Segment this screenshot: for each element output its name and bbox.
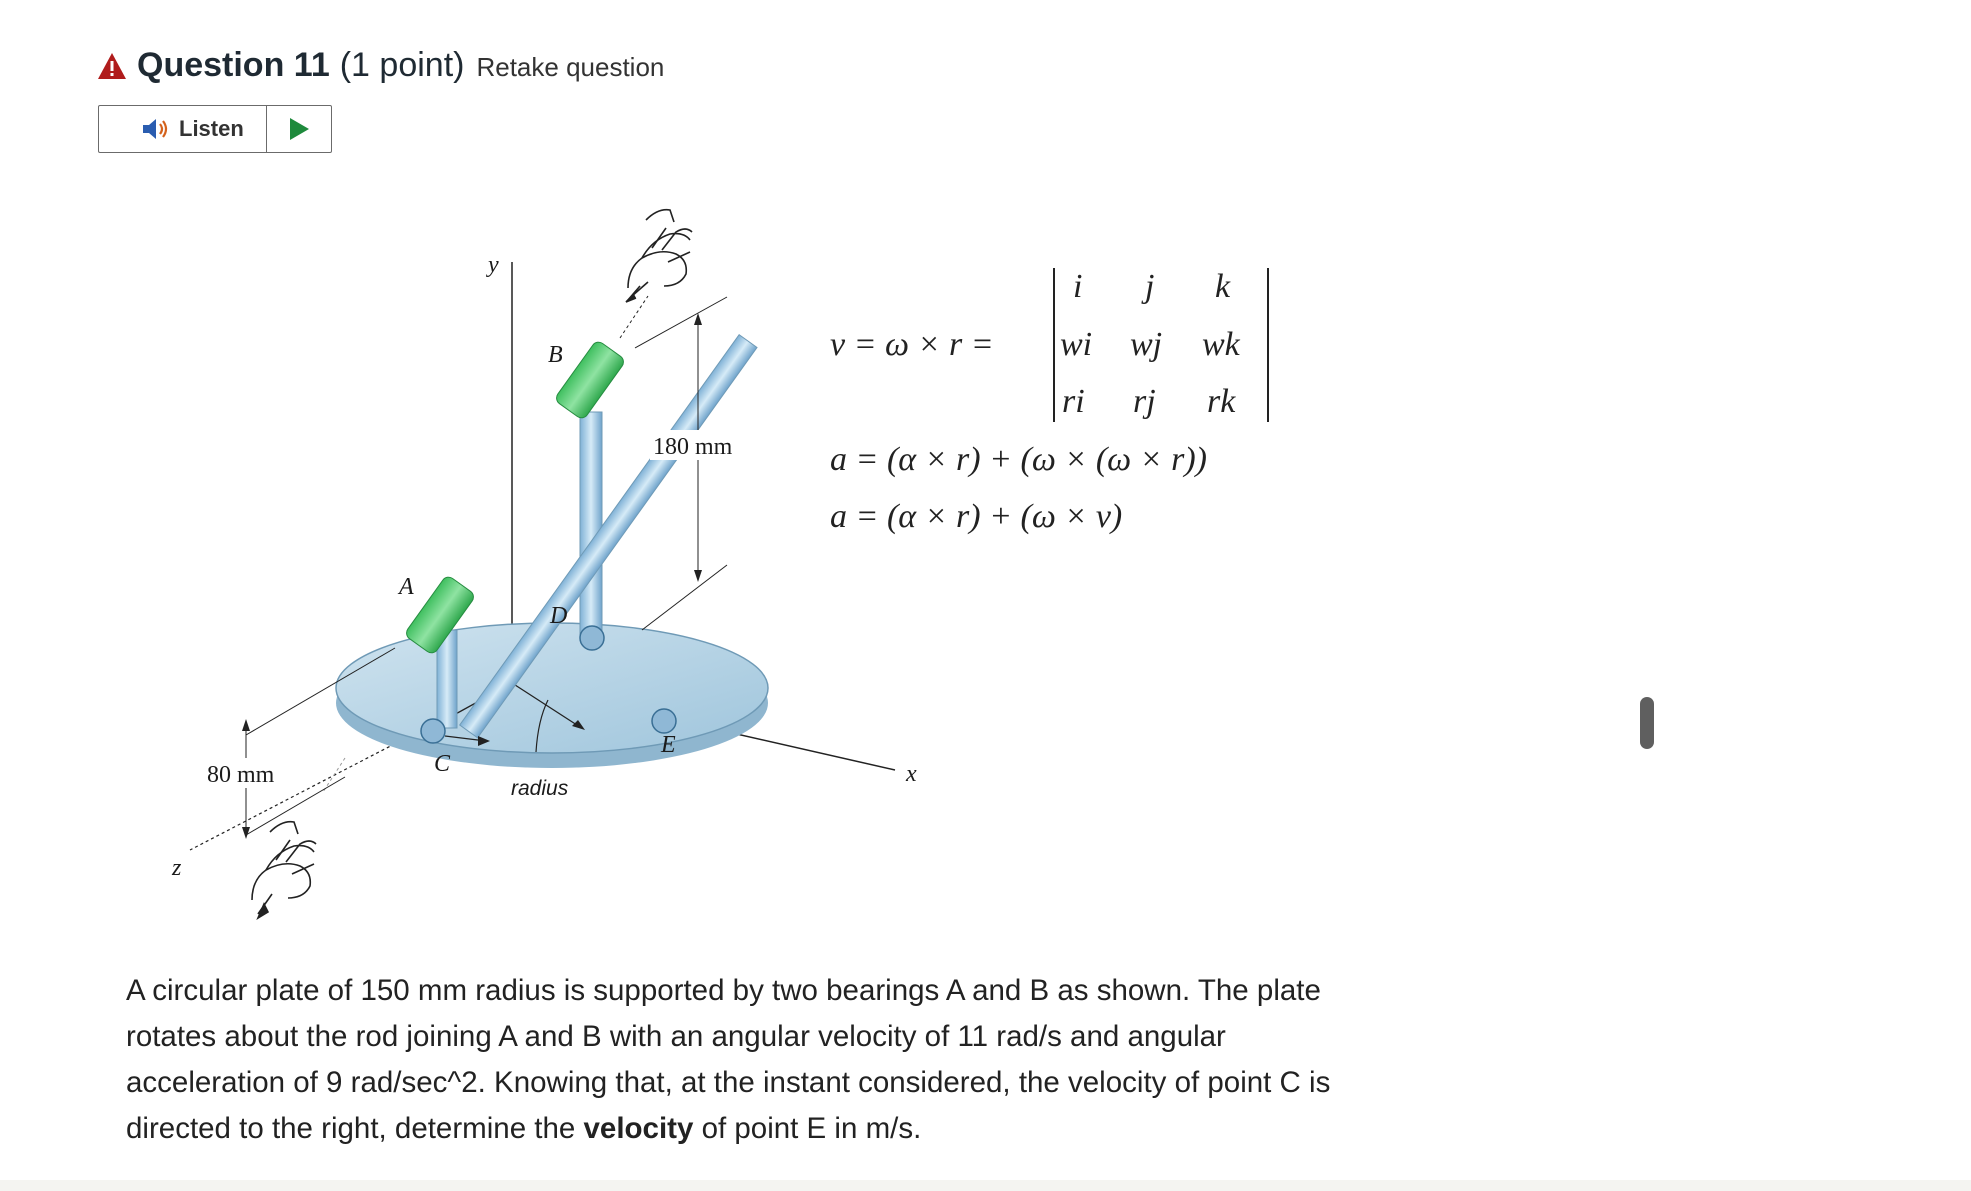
- circular-plate: [336, 623, 768, 768]
- formula-a1: a = (α × r) + (ω × (ω × r)): [830, 441, 1207, 478]
- question-points: (1 point): [339, 46, 465, 84]
- question-title: Question 11: [137, 46, 330, 84]
- label-e: E: [661, 732, 676, 758]
- dimension-180mm: 180 mm: [653, 434, 733, 460]
- matrix-r3c3: rk: [1207, 383, 1236, 420]
- bearing-b: [554, 339, 626, 420]
- problem-statement: [126, 968, 1386, 1152]
- label-b: B: [548, 342, 563, 368]
- problem-text-after: of point E in m/s.: [693, 1112, 922, 1145]
- label-c: C: [434, 751, 451, 777]
- formula-block: [830, 268, 1268, 535]
- problem-text-bold: velocity: [583, 1112, 694, 1145]
- dimension-80mm: 80 mm: [207, 762, 275, 788]
- point-e: [652, 709, 676, 733]
- matrix-r3c2: rj: [1133, 383, 1156, 420]
- z-axis-label: z: [172, 855, 182, 881]
- point-d: [580, 626, 604, 650]
- matrix-r2c1: wi: [1060, 326, 1093, 363]
- rod-extension-lower: [323, 758, 345, 792]
- label-d: D: [550, 603, 568, 629]
- footer-band: [0, 1180, 1971, 1191]
- matrix-r3c1: ri: [1062, 383, 1085, 420]
- rod-extension-upper: [620, 296, 648, 338]
- formula-v-lhs: v = ω × r =: [830, 326, 994, 363]
- matrix-r1c1: i: [1073, 268, 1083, 305]
- hand-rule-icon-upper: [626, 210, 692, 302]
- matrix-r1c3: k: [1215, 268, 1231, 305]
- listen-label: Listen: [179, 116, 244, 141]
- point-c: [421, 719, 445, 743]
- scrollbar-thumb[interactable]: [1640, 697, 1654, 749]
- problem-text-before: A circular plate of 150 mm radius is supported by two bearings A and B as shown. The plate rotates about the rod joining A and B with an angular velocity of 11 rad/s and angular acceleration of 9 rad/sec^2. Knowing that, at the instant considered, the velocity of point C is directed to the right, determine the: [126, 974, 1331, 1145]
- formula-a2: a = (α × r) + (ω × v): [830, 498, 1123, 535]
- y-axis-label: y: [488, 252, 499, 278]
- x-axis-label: x: [906, 761, 917, 787]
- hand-rule-icon-lower: [252, 822, 316, 918]
- matrix-r2c2: wj: [1130, 326, 1163, 363]
- label-a: A: [399, 574, 414, 600]
- post-d: [580, 412, 602, 638]
- retake-question-link[interactable]: Retake question: [476, 52, 665, 82]
- radius-label: radius: [511, 777, 569, 800]
- matrix-r2c3: wk: [1202, 326, 1240, 363]
- matrix-r1c2: j: [1145, 268, 1155, 305]
